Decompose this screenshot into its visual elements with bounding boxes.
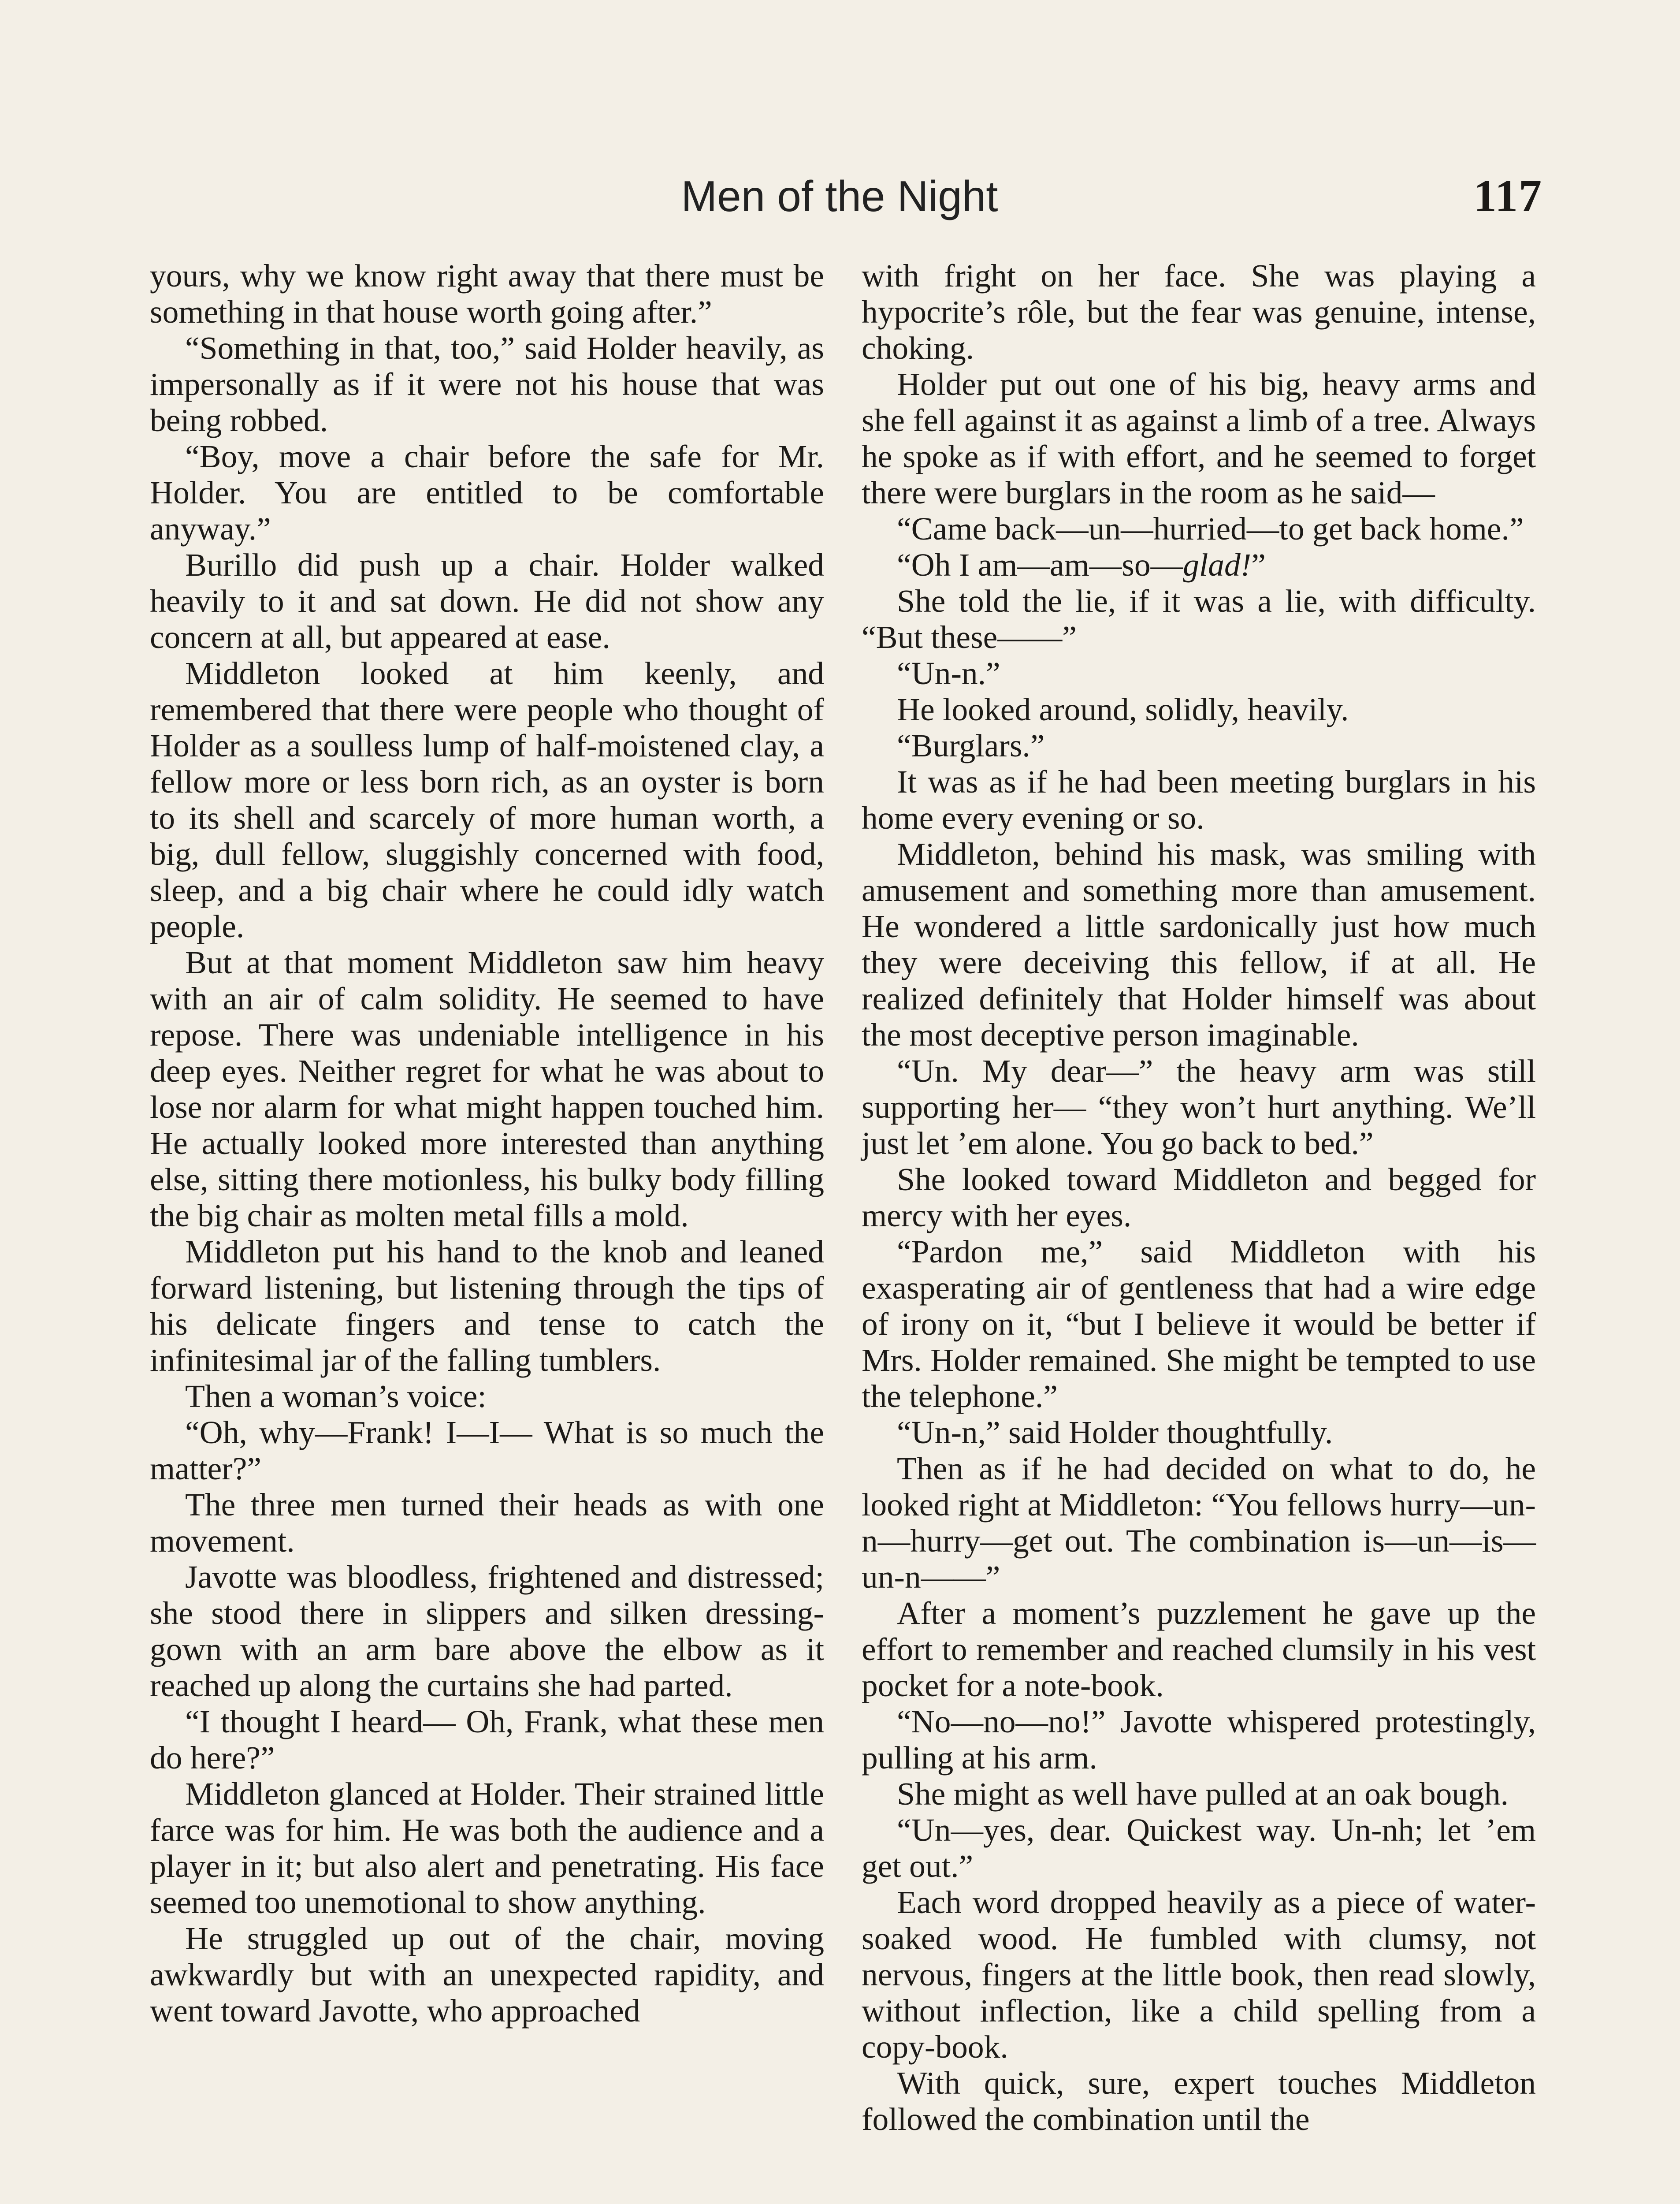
- paragraph: “Un-n,” said Holder thoughtfully.: [897, 1415, 1333, 1450]
- paragraph: With quick, sure, expert touches Middleton followed the combination until the: [862, 2065, 1536, 2137]
- paragraph: Middleton put his hand to the knob and leaned forward listening, but listening through the tips of his delicate fingers and tense to catch the infinitesimal jar of the falling tumblers.: [150, 1234, 824, 1378]
- paragraph: “Pardon me,” said Middleton with his exasperating air of gentleness that had a wire edge of irony on it, “but I believe it would be better if Mrs. Holder remained. She might be tempted to use the telephone.”: [862, 1234, 1536, 1414]
- paragraph: Each word dropped heavily as a piece of water-soaked wood. He fumbled with clumsy, not nervous, fingers at the little book, then read slowly, without inflection, like a child spelling from a copy-book.: [862, 1884, 1536, 2065]
- page-number: 117: [1473, 171, 1542, 221]
- paragraph: “No—no—no!” Javotte whispered protestingly, pulling at his arm.: [862, 1704, 1536, 1776]
- paragraph: [862, 547, 1536, 583]
- paragraph: Then a woman’s voice:: [185, 1378, 487, 1414]
- paragraph: After a moment’s puzzlement he gave up the effort to remember and reached clumsily in his vest pocket for a note-book.: [862, 1595, 1536, 1703]
- paragraph-text: ”: [1251, 547, 1266, 583]
- paragraph: She might as well have pulled at an oak bough.: [897, 1776, 1509, 1812]
- paragraph: Middleton looked at him keenly, and remembered that there were people who thought of Holder as a soulless lump of half-moistened clay, a fellow more or less born rich, as an oyster is born to its shell and scarcely of more human worth, a big, dull fellow, sluggishly concerned with food, sleep, and a big chair where he could idly watch people.: [150, 655, 824, 944]
- paragraph: “Came back—un—hurried—to get back home.”: [897, 511, 1524, 547]
- paragraph: with fright on her face. She was playing a hypocrite’s rôle, but the fear was genuine, intense, choking.: [862, 258, 1536, 366]
- paragraph: The three men turned their heads as with one movement.: [150, 1487, 824, 1559]
- running-title: Men of the Night: [681, 172, 998, 220]
- page-header: [150, 168, 1542, 225]
- paragraph: Middleton, behind his mask, was smiling with amusement and something more than amusement. He wondered a little sardonically just how much they were deceiving this fellow, if at all. He realized definitely that Holder himself was about the most deceptive person imaginable.: [862, 836, 1536, 1053]
- paragraph: Burillo did push up a chair. Holder walked heavily to it and sat down. He did not show any concern at all, but appeared at ease.: [150, 547, 824, 655]
- paragraph: “Un. My dear—” the heavy arm was still supporting her— “they won’t hurt anything. We’ll just let ’em alone. You go back to bed.”: [862, 1053, 1536, 1161]
- left-column: [150, 258, 824, 2029]
- paragraph: Middleton glanced at Holder. Their strained little farce was for him. He was both the audience and a player in it; but also alert and penetrating. His face seemed too unemotional to show anything.: [150, 1776, 824, 1920]
- paragraph: “Burglars.”: [897, 728, 1045, 763]
- paragraph: “Oh, why—Frank! I—I— What is so much the matter?”: [150, 1415, 824, 1486]
- right-column: [862, 258, 1536, 2137]
- paragraph: It was as if he had been meeting burglars in his home every evening or so.: [862, 764, 1536, 836]
- paragraph: yours, why we know right away that there must be something in that house worth going after.”: [150, 258, 824, 330]
- paragraph: “Boy, move a chair before the safe for Mr. Holder. You are entitled to be comfortable anyway.”: [150, 439, 824, 547]
- paragraph: Holder put out one of his big, heavy arms and she fell against it as against a limb of a tree. Always he spoke as if with effort, and he seemed to forget there were burglars in the room as he said—: [862, 366, 1536, 510]
- paragraph: “I thought I heard— Oh, Frank, what these men do here?”: [150, 1704, 824, 1776]
- paragraph: He looked around, solidly, heavily.: [897, 692, 1349, 727]
- paragraph: But at that moment Middleton saw him heavy with an air of calm solidity. He seemed to have repose. There was undeniable intelligence in his deep eyes. Neither regret for what he was about to lose nor alarm for what might happen touched him. He actually looked more interested than anything else, sitting there motionless, his bulky body filling the big chair as molten metal fills a mold.: [150, 945, 824, 1233]
- paragraph-text: “Oh I am—am—so—: [897, 547, 1183, 583]
- paragraph: She looked toward Middleton and begged for mercy with her eyes.: [862, 1162, 1536, 1233]
- paragraph: He struggled up out of the chair, moving awkwardly but with an unexpected rapidity, and went toward Javotte, who approached: [150, 1921, 824, 2029]
- paragraph: She told the lie, if it was a lie, with difficulty. “But these——”: [862, 583, 1536, 655]
- paragraph: “Un—yes, dear. Quickest way. Un-nh; let ’em get out.”: [862, 1812, 1536, 1884]
- paragraph: “Un-n.”: [897, 655, 1000, 691]
- paragraph: “Something in that, too,” said Holder heavily, as impersonally as if it were not his house that was being robbed.: [150, 330, 824, 438]
- paragraph: Javotte was bloodless, frightened and distressed; she stood there in slippers and silken dressing-gown with an arm bare above the elbow as it reached up along the curtains she had parted.: [150, 1559, 824, 1703]
- paragraph: Then as if he had decided on what to do, he looked right at Middleton: “You fellows hurry—un-n—hurry—get out. The combination is—un—is—un-n——”: [862, 1451, 1536, 1595]
- emphasis-text: glad!: [1183, 547, 1252, 583]
